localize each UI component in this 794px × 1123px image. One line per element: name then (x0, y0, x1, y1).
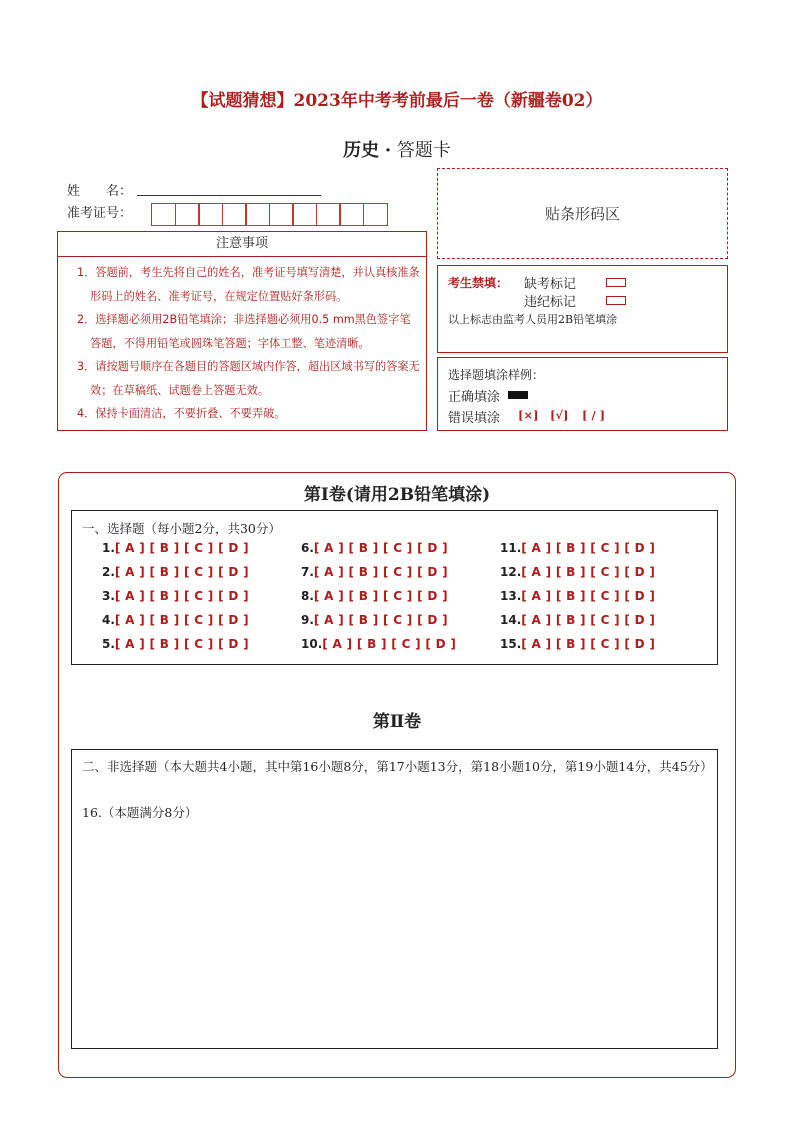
answer-box-q16[interactable] (71, 749, 718, 1049)
absent-mark-box[interactable] (606, 278, 626, 287)
answer-options[interactable]: [ A ] [ B ] [ C ] [ D ] (521, 565, 656, 579)
answer-options[interactable]: [ A ] [ B ] [ C ] [ D ] (313, 541, 448, 555)
card-label: 答题卡 (396, 140, 451, 161)
wrong-fill-label: 错误填涂 (448, 411, 501, 426)
part2-heading: 二、非选择题（本大题共4小题，其中第16小题8分，第17小题13分，第18小题10分，第19小题14分，共45分） (82, 759, 713, 774)
fill-sample-box (437, 357, 728, 431)
exam-digit-box[interactable] (222, 203, 247, 226)
mcq-question-4[interactable] (102, 613, 249, 627)
question-number: 1. (102, 541, 115, 555)
question-number: 14. (500, 613, 522, 627)
answer-options[interactable]: [ A ] [ B ] [ C ] [ D ] (521, 541, 656, 555)
mcq-question-3[interactable] (102, 589, 249, 603)
violation-mark-box[interactable] (606, 296, 626, 305)
exam-digit-box[interactable] (198, 203, 223, 226)
name-field[interactable] (137, 194, 321, 196)
question-number: 4. (102, 613, 115, 627)
notice-item: 3．请按题号顺序在各题目的答题区域内作答，超出区域书写的答案无效；在草稿纸、试题卷上答题无效。 (77, 360, 420, 397)
notice-item: 4．保持卡面清洁，不要折叠、不要弄破。 (77, 407, 286, 420)
name-label: 姓 名： (67, 184, 133, 199)
answer-options[interactable]: [ A ] [ B ] [ C ] [ D ] (322, 637, 457, 651)
mcq-question-10[interactable] (301, 637, 456, 651)
answer-options[interactable]: [ A ] [ B ] [ C ] [ D ] (521, 637, 656, 651)
exam-digit-box[interactable] (316, 203, 341, 226)
wrong-mark-check: [√] (550, 408, 569, 422)
exam-digit-box[interactable] (151, 203, 176, 226)
part1-title: 第Ⅰ卷(请用2B铅笔填涂) (303, 485, 491, 505)
absent-mark-label: 缺考标记 (524, 277, 577, 292)
exam-digit-box[interactable] (245, 203, 270, 226)
question-number: 8. (301, 589, 314, 603)
forbid-note: 以上标志由监考人员用2B铅笔填涂 (448, 313, 618, 326)
mcq-question-11[interactable] (500, 541, 655, 555)
answer-options[interactable]: [ A ] [ B ] [ C ] [ D ] (313, 589, 448, 603)
mcq-question-13[interactable] (500, 589, 655, 603)
answer-options[interactable]: [ A ] [ B ] [ C ] [ D ] (521, 613, 656, 627)
question-number: 15. (500, 637, 522, 651)
forbid-label: 考生禁填： (448, 276, 509, 290)
q16-label: 16.（本题满分8分） (82, 805, 198, 820)
card-subtitle (0, 136, 794, 162)
exam-number-boxes[interactable] (151, 203, 386, 226)
mcq-question-14[interactable] (500, 613, 655, 627)
answer-options[interactable]: [ A ] [ B ] [ C ] [ D ] (114, 613, 249, 627)
answer-options[interactable]: [ A ] [ B ] [ C ] [ D ] (114, 565, 249, 579)
part2-title: 第Ⅱ卷 (372, 712, 422, 732)
notice-item: 1．答题前，考生先将自己的姓名，准考证号填写清楚，并认真核准条形码上的姓名、准考证号，在规定位置贴好条形码。 (77, 266, 420, 303)
correct-fill-label: 正确填涂 (448, 390, 501, 405)
correct-fill-sample (508, 391, 528, 399)
sample-title: 选择题填涂样例： (448, 368, 545, 382)
notice-heading: 注意事项 (58, 232, 426, 257)
exam-digit-box[interactable] (292, 203, 317, 226)
answer-options[interactable]: [ A ] [ B ] [ C ] [ D ] (114, 637, 249, 651)
question-number: 2. (102, 565, 115, 579)
proctor-marks-box (437, 265, 728, 353)
question-number: 9. (301, 613, 314, 627)
question-number: 3. (102, 589, 115, 603)
mcq-question-6[interactable] (301, 541, 448, 555)
barcode-label: 贴条形码区 (544, 205, 620, 223)
question-number: 10. (301, 637, 323, 651)
mcq-question-8[interactable] (301, 589, 448, 603)
exam-digit-box[interactable] (363, 203, 388, 226)
exam-digit-box[interactable] (269, 203, 294, 226)
question-number: 6. (301, 541, 314, 555)
question-number: 13. (500, 589, 522, 603)
mcq-question-2[interactable] (102, 565, 249, 579)
subtitle-dot: · (384, 140, 392, 161)
wrong-mark-slash: [ / ] (582, 408, 606, 422)
question-number: 5. (102, 637, 115, 651)
mcq-question-7[interactable] (301, 565, 448, 579)
mcq-question-12[interactable] (500, 565, 655, 579)
violation-mark-label: 违纪标记 (524, 295, 577, 310)
mcq-question-15[interactable] (500, 637, 655, 651)
notice-list (58, 257, 426, 426)
mcq-question-5[interactable] (102, 637, 249, 651)
mcq-heading: 一、选择题（每小题2分，共30分） (82, 521, 281, 536)
wrong-mark-cross: [×] (518, 408, 539, 422)
question-number: 7. (301, 565, 314, 579)
answer-options[interactable]: [ A ] [ B ] [ C ] [ D ] (114, 589, 249, 603)
mcq-question-1[interactable] (102, 541, 249, 555)
question-number: 11. (500, 541, 522, 555)
answer-options[interactable]: [ A ] [ B ] [ C ] [ D ] (313, 565, 448, 579)
notice-item: 2．选择题必须用2B铅笔填涂；非选择题必须用0.5 mm黑色签字笔答题，不得用铅笔或圆珠笔答题；字体工整、笔迹清晰。 (77, 313, 411, 350)
exam-number-label: 准考证号： (67, 206, 133, 221)
answer-options[interactable]: [ A ] [ B ] [ C ] [ D ] (521, 589, 656, 603)
notice-box (57, 231, 427, 431)
subject-label: 历史 (343, 140, 380, 161)
exam-digit-box[interactable] (339, 203, 364, 226)
exam-digit-box[interactable] (175, 203, 200, 226)
answer-options[interactable]: [ A ] [ B ] [ C ] [ D ] (114, 541, 249, 555)
mcq-question-9[interactable] (301, 613, 448, 627)
barcode-area (437, 168, 728, 259)
exam-title: 【试题猜想】2023年中考考前最后一卷（新疆卷02） (191, 91, 603, 111)
answer-options[interactable]: [ A ] [ B ] [ C ] [ D ] (313, 613, 448, 627)
question-number: 12. (500, 565, 522, 579)
